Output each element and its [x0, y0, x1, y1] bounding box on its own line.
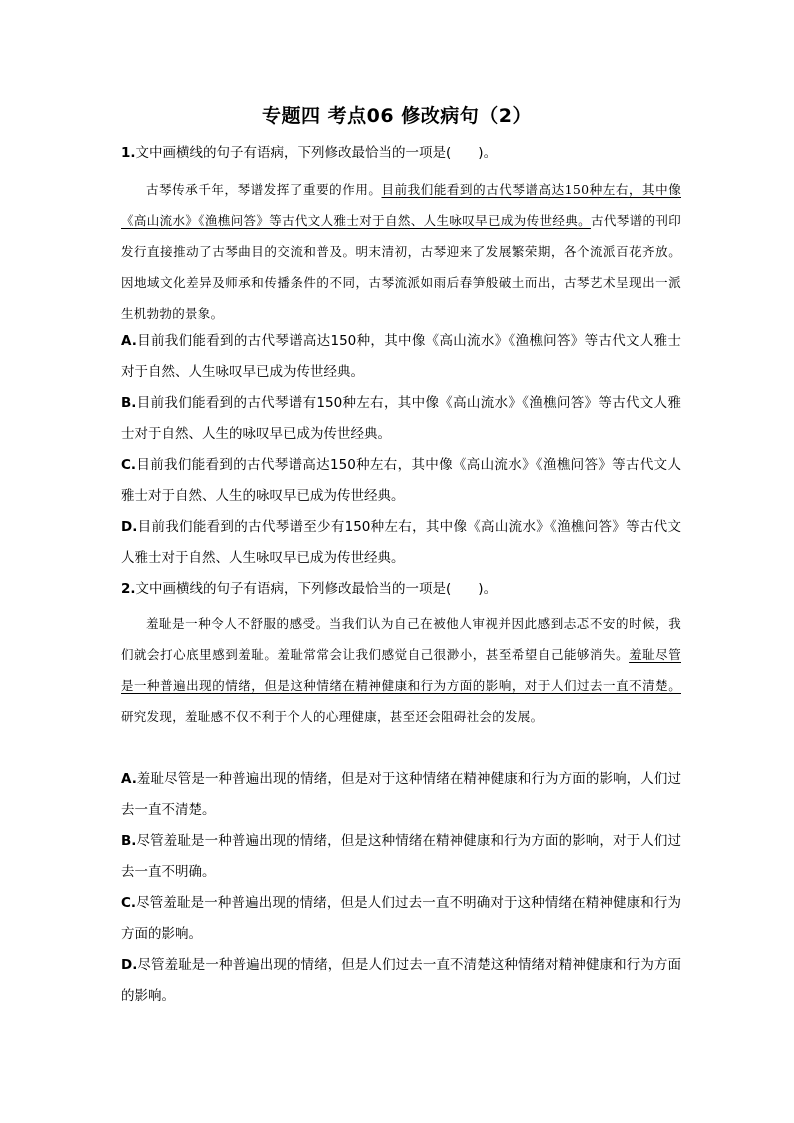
- passage-after: 研究发现，羞耻感不仅不利于个人的心理健康，甚至还会阻碍社会的发展。: [121, 709, 544, 724]
- options-1: [121, 326, 681, 574]
- options-2: [121, 764, 681, 1012]
- passage-after: 古代琴谱的刊印发行直接推动了古琴曲目的交流和普及。明末清初，古琴迎来了发展繁荣期，各个流派百花齐放。因地域文化差异及师承和传播条件的不同，古琴流派如雨后春笋般破土而出，古琴艺术呈现出一派生机勃勃的景象。: [121, 213, 681, 321]
- option-label: C.: [121, 895, 137, 911]
- passage-text: [121, 174, 681, 329]
- question-stem-text: 文中画横线的句子有语病，下列修改最恰当的一项是( )。: [135, 145, 498, 161]
- option-text: 目前我们能看到的古代琴谱高达150种，其中像《高山流水》《渔樵问答》等古代文人雅士对于自然、人生咏叹早已成为传世经典。: [121, 333, 681, 380]
- option-label: A.: [121, 333, 137, 349]
- passage-1: [121, 174, 681, 329]
- option-label: B.: [121, 395, 137, 411]
- option-text: 尽管羞耻是一种普遍出现的情绪，但是这种情绪在精神健康和行为方面的影响，对于人们过去一直不明确。: [121, 833, 681, 880]
- option-label: B.: [121, 833, 137, 849]
- option-text: 羞耻尽管是一种普遍出现的情绪，但是对于这种情绪在精神健康和行为方面的影响，人们过去一直不清楚。: [121, 771, 681, 818]
- underlined-sentence: 羞耻尽管是一种普遍出现的情绪，但是这种情绪在精神健康和行为方面的影响，对于人们过去一直不清楚。: [121, 647, 681, 693]
- option-text: 尽管羞耻是一种普遍出现的情绪，但是人们过去一直不清楚这种情绪对精神健康和行为方面的影响。: [121, 957, 681, 1004]
- option-label: D.: [121, 519, 138, 535]
- passage-2: [121, 608, 681, 732]
- underlined-sentence: 目前我们能看到的古代琴谱高达150种左右，其中像《高山流水》《渔樵问答》等古代文人雅士对于自然、人生咏叹早已成为传世经典。: [121, 182, 681, 228]
- option-text: 目前我们能看到的古代琴谱有150种左右，其中像《高山流水》《渔樵问答》等古代文人雅士对于自然、人生的咏叹早已成为传世经典。: [121, 395, 681, 442]
- question-number: 1.: [121, 145, 136, 161]
- option-b: [121, 388, 681, 450]
- option-text: 目前我们能看到的古代琴谱至少有150种左右，其中像《高山流水》《渔樵问答》等古代文人雅士对于自然、人生咏叹早已成为传世经典。: [121, 519, 681, 566]
- option-a: [121, 764, 681, 826]
- question-number: 2.: [121, 581, 136, 597]
- option-label: D.: [121, 957, 138, 973]
- question-stem: [121, 143, 681, 163]
- question-1: [121, 143, 681, 163]
- question-2: [121, 579, 681, 599]
- option-a: [121, 326, 681, 388]
- question-stem: [121, 579, 681, 599]
- option-c: [121, 888, 681, 950]
- option-text: 目前我们能看到的古代琴谱高达150种左右，其中像《高山流水》《渔樵问答》等古代文人雅士对于自然、人生的咏叹早已成为传世经典。: [121, 457, 681, 504]
- option-text: 尽管羞耻是一种普遍出现的情绪，但是人们过去一直不明确对于这种情绪在精神健康和行为方面的影响。: [121, 895, 681, 942]
- option-c: [121, 450, 681, 512]
- passage-text: [121, 608, 681, 732]
- option-d: [121, 512, 681, 574]
- option-b: [121, 826, 681, 888]
- page-title: 专题四 考点06 修改病句（2）: [262, 105, 532, 127]
- passage-before: 羞耻是一种令人不舒服的感受。当我们认为自己在被他人审视并因此感到忐忑不安的时候，我们就会打心底里感到羞耻。羞耻常常会让我们感觉自己很渺小，甚至希望自己能够消失。: [121, 616, 681, 662]
- question-stem-text: 文中画横线的句子有语病，下列修改最恰当的一项是( )。: [135, 581, 498, 597]
- option-label: A.: [121, 771, 137, 787]
- passage-before: 古琴传承千年，琴谱发挥了重要的作用。: [146, 182, 382, 197]
- option-d: [121, 950, 681, 1012]
- option-label: C.: [121, 457, 137, 473]
